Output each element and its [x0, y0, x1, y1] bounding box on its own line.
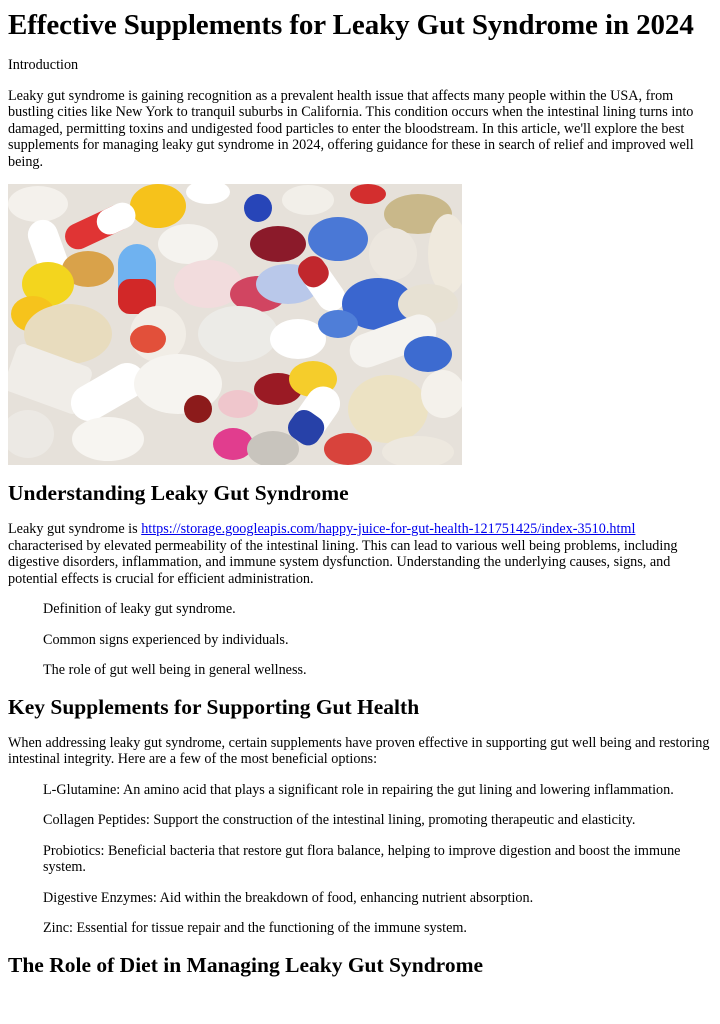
understanding-text-end: characterised by elevated permeability of the intestinal lining. This can lead to various well being problems, including digestive disorders, inflammation, and immune system dysfunction. Understanding the underlying causes, signs, and potential effects is crucial for efficient administration.: [8, 537, 678, 587]
intro-label: Introduction: [8, 57, 79, 73]
intro-paragraph: Leaky gut syndrome is gaining recognition as a prevalent health issue that affects many people within the USA, from bustling cities like New York to tranquil suburbs in California. This condition occurs when the intestinal lining turns into damaged, permitting toxins and undigested food particles to enter the bloodstream. In this article, we'll explore the best supplements for managing leaky gut syndrome in 2024, offering guidance for these in search of relief and improved well being.: [8, 87, 694, 170]
section-heading-diet: The Role of Diet in Managing Leaky Gut Syndrome: [8, 952, 484, 977]
section-heading-key-supplements: Key Supplements for Supporting Gut Health: [8, 694, 420, 719]
section-heading-understanding: Understanding Leaky Gut Syndrome: [8, 481, 349, 505]
list-item: Definition of leaky gut syndrome.: [43, 601, 236, 617]
list-item: L-Glutamine: An amino acid that plays a significant role in repairing the gut lining and lowering inflammation.: [43, 781, 674, 798]
list-item: Probiotics: Beneficial bacteria that restore gut flora balance, helping to improve digestion and boost the immune system.: [43, 842, 681, 875]
supplements-list: [8, 782, 712, 937]
list-item: Zinc: Essential for tissue repair and the functioning of the immune system.: [43, 920, 467, 936]
list-item: The role of gut well being in general wellness.: [43, 662, 307, 678]
understanding-text-start: Leaky gut syndrome is: [8, 521, 142, 537]
list-item: Digestive Enzymes: Aid within the breakdown of food, enhancing nutrient absorption.: [43, 889, 534, 906]
juice-link[interactable]: https://storage.googleapis.com/happy-juice-for-gut-health-121751425/index-3510.html: [141, 521, 636, 537]
key-supplements-paragraph: When addressing leaky gut syndrome, certain supplements have proven effective in supporting gut well being and restoring intestinal integrity. Here are a few of the most beneficial options:: [8, 734, 710, 767]
understanding-list: [8, 601, 712, 679]
understanding-paragraph: [8, 521, 712, 587]
pills-photo: [8, 184, 462, 465]
page-title: Effective Supplements for Leaky Gut Syndrome in 2024: [8, 9, 694, 41]
list-item: Common signs experienced by individuals.: [43, 631, 289, 648]
article: [0, 7, 720, 978]
list-item: Collagen Peptides: Support the construction of the intestinal lining, promoting therapeutic and elasticity.: [43, 812, 636, 828]
